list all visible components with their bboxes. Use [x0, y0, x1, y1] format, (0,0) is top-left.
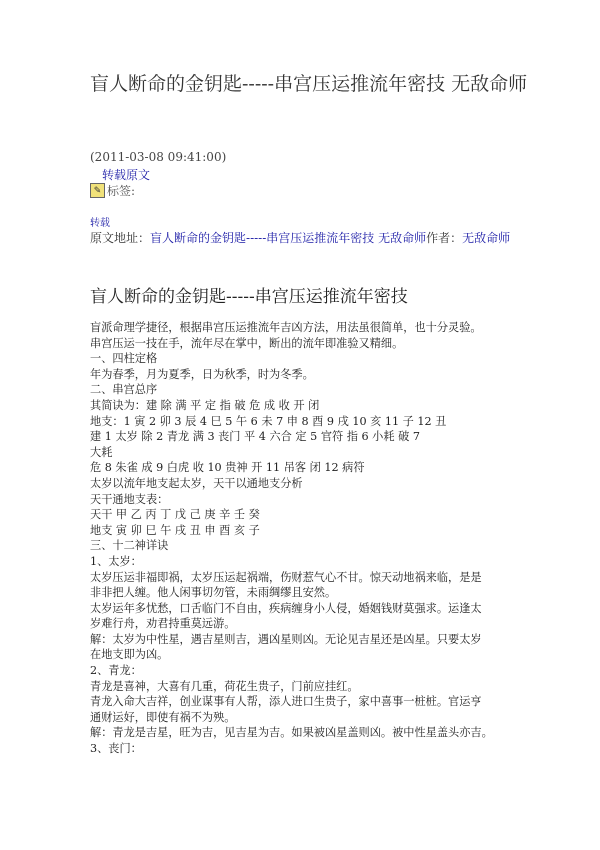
article-title: 盲人断命的金钥匙-----串宫压运推流年密技 无敌命师 — [90, 73, 528, 95]
body-line: 太岁以流年地支起太岁，天干以通地支分析 — [90, 476, 303, 490]
article-body — [90, 320, 530, 757]
post-date: (2011-03-08 09:41:00) — [90, 150, 227, 164]
body-line: 解：太岁为中性星，遇吉星则吉，遇凶星则凶。无论见吉星还是凶星。只要太岁 — [90, 632, 482, 646]
body-line: 2、青龙： — [90, 664, 142, 678]
body-line: 年为春季，月为夏季，日为秋季，时为冬季。 — [90, 367, 314, 381]
body-line: 3、丧门： — [90, 742, 142, 756]
body-line: 青龙入命大吉祥，创业谋事有人帮，添人进口生贵子，家中喜事一桩桩。官运亨 — [90, 695, 482, 709]
body-line: 盲派命理学捷径，根据串宫压运推流年吉凶方法，用法虽很简单，也十分灵验。 — [90, 321, 482, 334]
body-line: 在地支即为凶。 — [90, 648, 169, 662]
body-line: 其简诀为：建 除 满 平 定 指 破 危 成 收 开 闭 — [90, 398, 320, 412]
source-link[interactable]: 盲人断命的金钥匙-----串宫压运推流年密技 无敌命师 — [150, 231, 427, 245]
tag-icon: ✎ — [90, 183, 105, 198]
body-line: 天干 甲 乙 丙 丁 戊 己 庚 辛 壬 癸 — [90, 508, 260, 522]
content-heading: 盲人断命的金钥匙-----串宫压运推流年密技 — [90, 287, 408, 307]
body-line: 危 8 朱雀 成 9 白虎 收 10 贵神 开 11 吊客 闭 12 病符 — [90, 461, 365, 475]
body-line: 1、太岁： — [90, 554, 142, 568]
repost-small-link[interactable]: 转载 — [90, 218, 110, 229]
body-line: 建 1 太岁 除 2 青龙 满 3 丧门 平 4 六合 定 5 官符 指 6 小耗 破 7 — [90, 430, 420, 444]
body-line: 大耗 — [90, 445, 113, 459]
author-link[interactable]: 无敌命师 — [462, 231, 511, 245]
body-line: 地支：1 寅 2 卯 3 辰 4 巳 5 午 6 未 7 申 8 酉 9 戌 10 亥 11 子 12 丑 — [90, 414, 447, 428]
repost-link[interactable]: 转载原文 — [102, 168, 151, 182]
body-line: 青龙是喜神，大喜有几重，荷花生贵子，门前应挂红。 — [90, 679, 359, 693]
body-line: 串宫压运一技在手，流年尽在掌中，断出的流年即准验又精细。 — [90, 336, 404, 350]
tags-label: 标签: — [107, 184, 136, 198]
author-prefix: 作者： — [426, 231, 463, 245]
body-line: 三、十二神详诀 — [90, 539, 169, 553]
body-line: 岁难行舟，劝君持重莫远游。 — [90, 617, 236, 631]
tags-row — [90, 182, 135, 199]
body-line: 太岁运年多忧愁，口舌临门不自由，疾病缠身小人侵，婚姻钱财莫强求。运逢太 — [90, 601, 482, 615]
body-line: 通财运好，即使有祸不为殃。 — [90, 710, 236, 724]
body-line: 非非把人缠。他人闲事切勿管，未雨绸缪且安然。 — [90, 586, 337, 600]
body-line: 一、四柱定格 — [90, 352, 158, 366]
body-line: 天干通地支表： — [90, 492, 169, 506]
body-line: 解：青龙是吉星，旺为吉，见吉星为吉。如果被凶星盖则凶。被中性星盖头亦吉。 — [90, 726, 493, 740]
body-line: 地支 寅 卯 巳 午 戌 丑 申 酉 亥 子 — [90, 523, 260, 537]
source-prefix: 原文地址： — [90, 231, 151, 245]
body-line: 太岁压运非福即祸，太岁压运起祸端，伤财惹气心不甘。惊天动地祸来临，是是 — [90, 570, 482, 584]
body-line: 二、串宫总序 — [90, 383, 158, 397]
source-line — [90, 230, 530, 246]
